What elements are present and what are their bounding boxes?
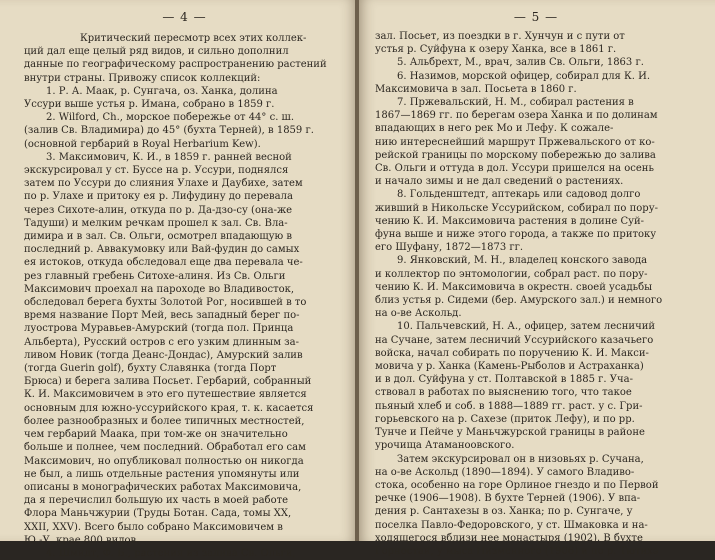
page-text bbox=[24, 32, 345, 560]
text-line: нию интереснейший маршрут Пржевальского от ко- bbox=[375, 136, 655, 148]
page-text bbox=[375, 30, 697, 558]
text-line: и начало зимы и не дал сведений о растениях. bbox=[375, 176, 624, 188]
text-line: 6. Назимов, морской офицер, собирал для К. И. bbox=[397, 70, 651, 82]
text-line: более разнообразных и более типичных местностей, bbox=[24, 415, 305, 427]
text-line: К. И. Максимовичем в это его путешествие является bbox=[24, 389, 307, 401]
text-line: горьевского на р. Сахезе (приток Лефу), и по рр. bbox=[375, 413, 635, 425]
text-line: 1867—1869 гг. по берегам озера Ханка и по долинам bbox=[375, 110, 658, 122]
text-line: основным для южно-уссурийского края, т. к. касается bbox=[24, 402, 314, 414]
text-line: ея истоков, откуда обследовал еще два перевала че- bbox=[24, 257, 303, 269]
text-line: чению К. И. Максимовича в окрестн. своей усадьбы bbox=[375, 281, 653, 293]
text-line: Тунче и Пейче у Маньчжурской границы в районе bbox=[375, 427, 645, 439]
text-line: чем гербарий Маака, при том-же он значительно bbox=[24, 429, 288, 441]
text-line: Критический пересмотр всех этих коллек- bbox=[80, 33, 307, 44]
page-number: — 5 — bbox=[513, 10, 559, 24]
text-line: речке (1906—1908). В бухте Терней (1906). У впа- bbox=[375, 493, 641, 505]
text-line: обследовал берега бухты Золотой Рог, носившей в то bbox=[24, 297, 307, 309]
text-line: фуна выше и ниже этого города, а также по притоку bbox=[375, 229, 657, 241]
text-line: Максимович проехал на пароходе во Владивосток, bbox=[24, 283, 295, 295]
text-line: войска, начал собирать по поручению К. И. Макси- bbox=[375, 347, 649, 359]
left-page bbox=[0, 0, 357, 559]
right-page bbox=[359, 0, 715, 557]
text-line: Горностай, у мыса Низменного (1906) и по р. Тютихэ bbox=[375, 545, 659, 557]
text-line: пьяный хлеб и соб. в 1888—1889 гг. раст. у с. Гри- bbox=[375, 400, 643, 412]
text-line: Затем экскурсировал он в низовьях р. Сучана, bbox=[397, 453, 644, 465]
text-line: Флора Маньчжурии (Труды Ботан. Сада, томы XX, bbox=[24, 508, 292, 520]
text-line: живший в Никольске Уссурийском, собирал по пору- bbox=[375, 202, 658, 214]
text-line: 9. Янковский, М. Н., владелец конского завода bbox=[397, 255, 648, 267]
text-line: внутри страны. Привожу список коллекций: bbox=[24, 72, 261, 84]
text-line: урочища Атаманоовского. bbox=[375, 440, 515, 452]
text-line: 2. Wilford, Ch., морское побережье от 44° с. ш. bbox=[46, 112, 295, 124]
text-line: на о-ве Аскольд (1890—1894). У самого Владиво- bbox=[375, 466, 635, 478]
text-line: да я перечислил большую их часть в моей работе bbox=[24, 495, 289, 507]
text-line: (основной гербарий в Royal Herbarium Kew). bbox=[24, 138, 261, 150]
text-line: не был, а лишь отдельные растения упомянуты или bbox=[24, 468, 300, 480]
text-line: Брюса) и берега залива Посьет. Гербарий, собранный bbox=[24, 376, 312, 388]
text-line: 4. Шмидт, Ф. Б., растения из залива Св. Ольги, bbox=[46, 547, 296, 559]
text-line: по р. Улахе и притоку ея р. Лифудину до перевала bbox=[24, 191, 293, 203]
text-line: на Сучане, затем лесничий Уссурийского казачьего bbox=[375, 334, 654, 346]
text-line: 8. Гольденштедт, аптекарь или садовод долго bbox=[397, 189, 641, 201]
text-line: поселка Павло-Федоровского, у ст. Шмаковка и на- bbox=[375, 519, 648, 531]
text-line: устья р. Суйфуна к озеру Ханка, все в 1861 г. bbox=[375, 44, 617, 56]
text-line: рейской границы по морскому побережью до залива bbox=[375, 149, 656, 161]
text-line: зал. Посьет, из поездки в г. Хунчун и с пути от bbox=[375, 31, 625, 42]
text-line: (залив Св. Владимира) до 45° (бухта Терней), в 1859 г. bbox=[24, 125, 314, 137]
text-line: через Сихоте-алин, откуда по р. Да-дзо-су (она-же bbox=[24, 204, 293, 216]
text-line: впадающих в него рек Мо и Лефу. К сожале- bbox=[375, 123, 614, 135]
text-line: 3. Максимович, К. И., в 1859 г. ранней весной bbox=[46, 151, 292, 163]
text-line: затем по Уссури до слияния Улахе и Даубихе, затем bbox=[24, 178, 303, 190]
text-line: ходящегося вблизи нее монастыря (1902). В бухте bbox=[375, 532, 643, 544]
text-line: 1. Р. А. Маак, р. Сунгача, оз. Ханка, долина bbox=[46, 85, 278, 97]
text-line: ствовал в работах по выяснению того, что такое bbox=[375, 387, 632, 399]
text-line: Уссури выше устья р. Имана, собрано в 1859 г. bbox=[24, 99, 275, 111]
text-line: данные по географическому распространению растений bbox=[24, 59, 327, 71]
text-line: время название Порт Мей, весь западный берег по- bbox=[24, 310, 300, 322]
text-line: последний р. Аввакумовку или Вай-фудин до самых bbox=[24, 244, 300, 256]
text-line: рез главный гребень Ситохе-алиня. Из Св. Ольги bbox=[24, 270, 286, 282]
text-line: близ устья р. Сидеми (бер. Амурского зал.) и немного bbox=[375, 295, 663, 307]
page-number: — 4 — bbox=[162, 10, 207, 24]
text-line: его Шуфану, 1872—1873 гг. bbox=[375, 242, 524, 254]
text-line: ливом Новик (тогда Деанс-Дондас), Амурский залив bbox=[24, 349, 303, 361]
text-line: Альберта), Русский остров с его узким длинным за- bbox=[24, 336, 299, 348]
text-line: Ю.-У. крае 800 видов. bbox=[24, 534, 140, 546]
text-line: стока, особенно на горе Орлиное гнездо и по Первой bbox=[375, 479, 659, 491]
text-line: и в дол. Суйфуна у ст. Полтавской в 1885 г. Уча- bbox=[375, 374, 633, 386]
text-line: луострова Муравьев-Амурский (тогда пол. Принца bbox=[24, 323, 294, 335]
text-line: Св. Ольги и оттуда в дол. Уссури пришелся на осень bbox=[375, 163, 654, 175]
text-line: дения р. Сантахезы в оз. Ханка; по р. Сунгаче, у bbox=[375, 506, 633, 518]
text-line: Тадуши) и мелким речкам прошел к зал. Св. Вла- bbox=[24, 217, 288, 229]
text-line: чению К. И. Максимовича растения в долине Суй- bbox=[375, 215, 645, 227]
text-line: на о-ве Аскольд. bbox=[375, 308, 462, 320]
text-line: 5. Альбрехт, М., врач, залив Св. Ольги, 1863 г. bbox=[397, 57, 644, 69]
text-line: описаны в монографических работах Максимовича, bbox=[24, 481, 302, 493]
text-line: Максимович, но опубликовал полностью он никогда bbox=[24, 455, 304, 467]
text-line: и коллектор по энтомологии, собрал раст. по пору- bbox=[375, 268, 648, 280]
text-line: (тогда Guerin golf), бухту Славянка (тогда Порт bbox=[24, 363, 277, 375]
text-line: 7. Пржевальский, Н. М., собирал растения в bbox=[397, 97, 634, 109]
text-line: димира и в зал. Св. Ольги, осмотрел впадающую в bbox=[24, 231, 293, 243]
text-line: экскурсировал у ст. Буссе на р. Уссури, поднялся bbox=[24, 165, 289, 177]
text-line: XXII, XXV). Всего было собрано Максимовичем в bbox=[24, 521, 283, 533]
text-line: Максимовича в зал. Посьета в 1860 г. bbox=[375, 83, 577, 95]
text-line: 10. Пальчевский, Н. А., офицер, затем лесничий bbox=[397, 321, 656, 333]
text-line: больше и полнее, чем последний. Обработал его сам bbox=[24, 442, 306, 454]
text-line: мовича у р. Ханка (Камень-Рыболов и Астраханка) bbox=[375, 361, 644, 373]
text-line: ций дал еще целый ряд видов, и сильно дополнил bbox=[24, 46, 289, 58]
